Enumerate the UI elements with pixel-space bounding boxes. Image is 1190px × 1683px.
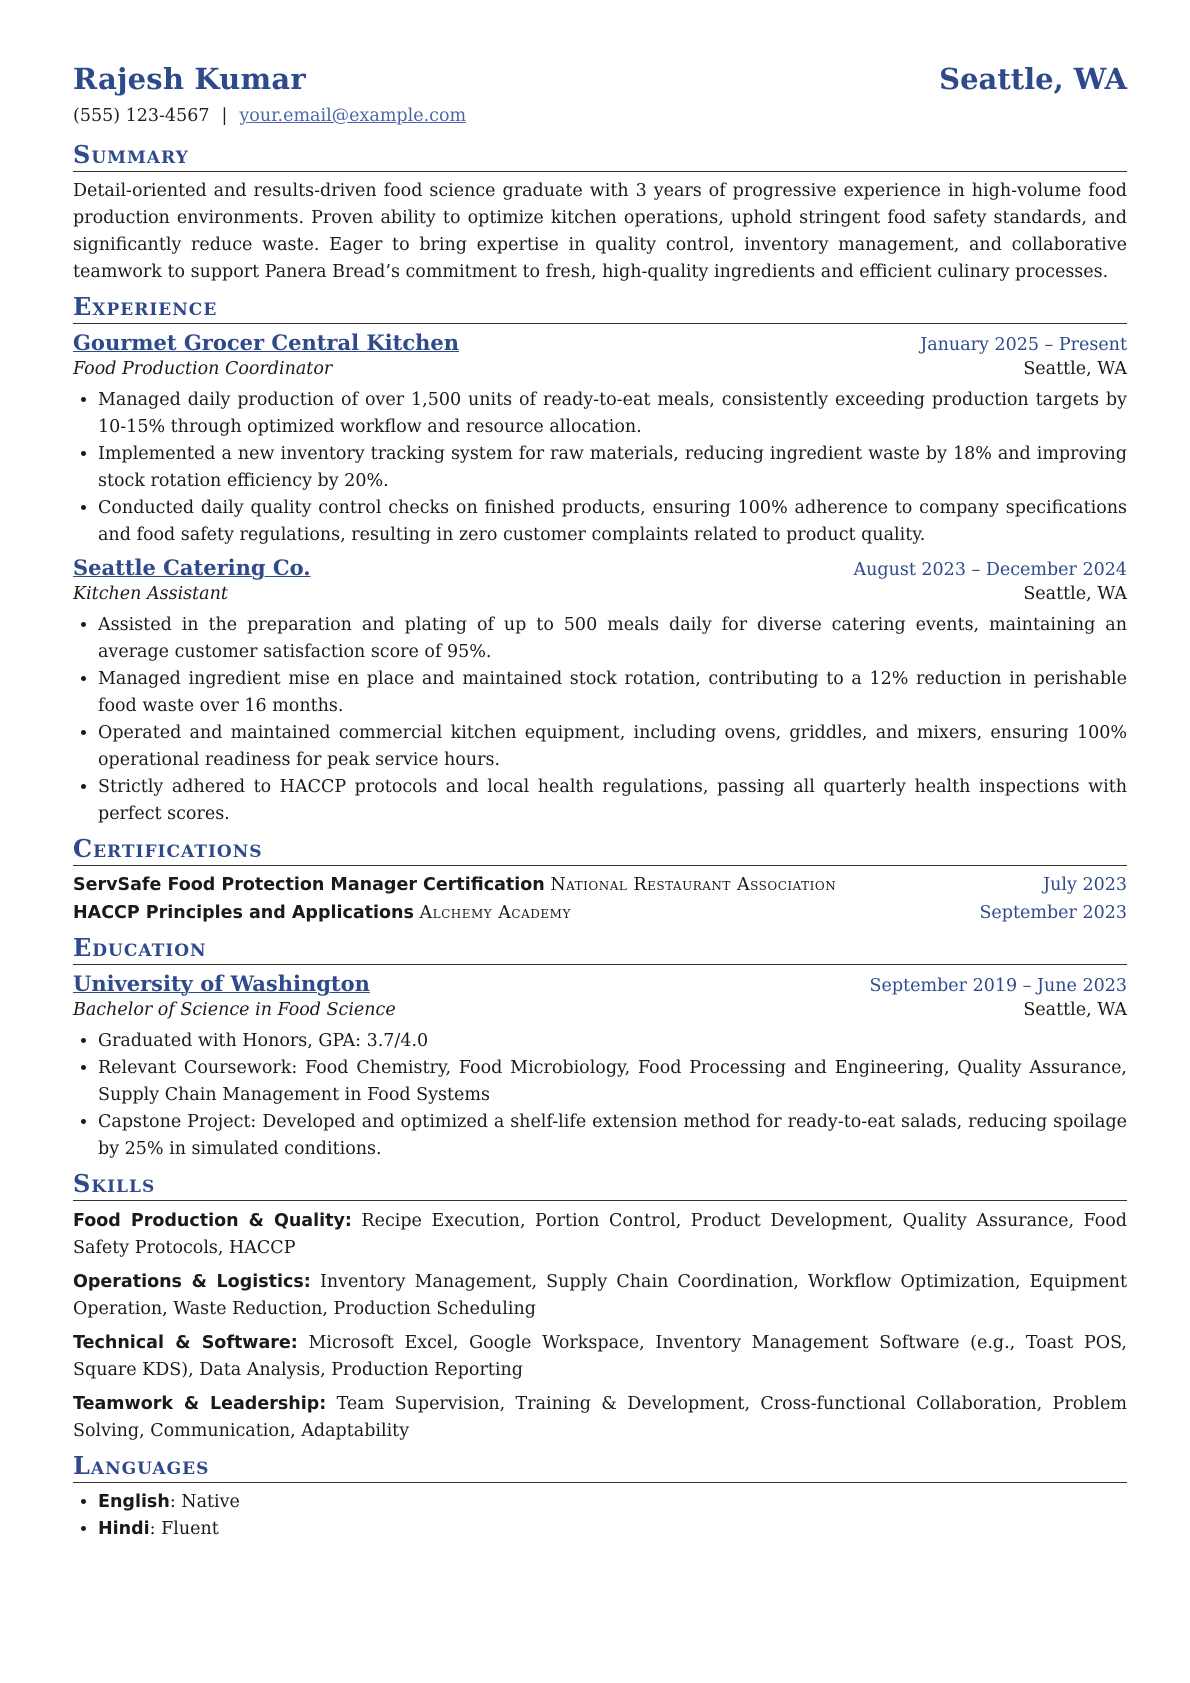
job-role: Kitchen Assistant — [73, 584, 228, 604]
language-name: English — [98, 1492, 170, 1512]
resume-page — [73, 62, 1127, 1543]
language-item — [98, 1516, 1127, 1543]
language-name: Hindi — [98, 1519, 150, 1539]
education-dates: September 2019 – June 2023 — [869, 976, 1127, 996]
summary-text: Detail-oriented and results-driven food science graduate with 3 years of progressive experience in high-volume food production environments. Proven ability to optimize kitchen operations, uphold stringent food safety standards, and significantly reduce waste. Eager to bring expertise in quality control, inventory management, and collaborative teamwork to support Panera Bread’s commitment to fresh, high-quality ingredients and efficient culinary processes. — [73, 181, 1127, 282]
certification-issuer: Alchemy Academy — [419, 903, 571, 923]
bullet-item: • Conducted daily quality control checks on finished products, ensuring 100% adherence to company specifications and food safety regulations, resulting in zero customer complaints related to product quality. — [98, 495, 1127, 549]
skill-group-text: Inventory Management, Supply Chain Coordination, Workflow Optimization, Equipment Operation, Waste Reduction, Production Scheduling — [73, 1272, 1127, 1319]
bullet-item: • Managed ingredient mise en place and maintained stock rotation, contributing to a 12% reduction in perishable food waste over 16 months. — [98, 666, 1127, 720]
job-dates: January 2025 – Present — [920, 335, 1127, 355]
bullet-item: • Assisted in the preparation and plating of up to 500 meals daily for diverse catering events, maintaining an average customer satisfaction score of 95%. — [98, 612, 1127, 666]
skills-section — [73, 1169, 1127, 1445]
job-organization[interactable]: Gourmet Grocer Central Kitchen — [73, 330, 460, 355]
bullet-item: • Strictly adhered to HACCP protocols and local health regulations, passing all quarterly health inspections with perfect scores. — [98, 774, 1127, 828]
job-organization[interactable]: Seattle Catering Co. — [73, 555, 311, 580]
skill-group — [73, 1208, 1127, 1262]
summary-heading: Summary — [73, 140, 1127, 172]
skill-group — [73, 1391, 1127, 1445]
candidate-location: Seattle, WA — [939, 62, 1127, 96]
certification-date: September 2023 — [979, 903, 1127, 923]
education-section — [73, 933, 1127, 1163]
experience-section — [73, 292, 1127, 828]
language-item — [98, 1489, 1127, 1516]
bullet-item: • Managed daily production of over 1,500 units of ready-to-eat meals, consistently exceeding production targets by 10-15% through optimized workflow and resource allocation. — [98, 387, 1127, 441]
certification-row — [73, 899, 1127, 927]
certification-row — [73, 871, 1127, 899]
certifications-heading: Certifications — [73, 834, 1127, 866]
language-list — [73, 1489, 1127, 1543]
school-location: Seattle, WA — [1023, 1000, 1127, 1020]
skill-group-text: Team Supervision, Training & Development, Cross-functional Collaboration, Problem Solving, Communication, Adaptability — [73, 1394, 1127, 1441]
summary-section — [73, 140, 1127, 286]
job-location: Seattle, WA — [1023, 584, 1127, 604]
skill-group-label: Technical & Software: — [73, 1333, 298, 1353]
resume-header — [73, 62, 1127, 96]
bullet-item: • Operated and maintained commercial kitchen equipment, including ovens, griddles, and mixers, ensuring 100% operational readiness for peak service hours. — [98, 720, 1127, 774]
education-bullets — [73, 1028, 1127, 1163]
job-dates: August 2023 – December 2024 — [853, 560, 1127, 580]
job-location: Seattle, WA — [1023, 359, 1127, 379]
skill-group-text: Microsoft Excel, Google Workspace, Inventory Management Software (e.g., Toast POS, Square KDS), Data Analysis, Production Reporting — [73, 1333, 1127, 1380]
skill-group — [73, 1269, 1127, 1323]
job-entry — [73, 330, 1127, 549]
job-role: Food Production Coordinator — [73, 359, 333, 379]
email-link[interactable]: your.email@example.com — [239, 106, 467, 126]
phone-number: (555) 123-4567 — [73, 106, 210, 126]
job-bullets — [73, 387, 1127, 549]
skill-group — [73, 1330, 1127, 1384]
candidate-name: Rajesh Kumar — [73, 62, 306, 96]
skill-group-text: Recipe Execution, Portion Control, Product Development, Quality Assurance, Food Safety Protocols, HACCP — [73, 1211, 1127, 1258]
degree: Bachelor of Science in Food Science — [73, 1000, 396, 1020]
bullet-item: • Implemented a new inventory tracking system for raw materials, reducing ingredient waste by 18% and improving stock rotation efficiency by 20%. — [98, 441, 1127, 495]
job-entry — [73, 555, 1127, 828]
certification-name: ServSafe Food Protection Manager Certification — [73, 875, 545, 895]
certification-name: HACCP Principles and Applications — [73, 903, 414, 923]
languages-heading: Languages — [73, 1451, 1127, 1483]
bullet-item: • Graduated with Honors, GPA: 3.7/4.0 — [98, 1028, 1127, 1055]
school-name[interactable]: University of Washington — [73, 971, 370, 996]
certification-date: July 2023 — [1043, 875, 1127, 895]
certifications-section — [73, 834, 1127, 927]
contact-separator: | — [221, 106, 228, 126]
job-bullets — [73, 612, 1127, 828]
certification-issuer: National Restaurant Association — [550, 875, 837, 895]
contact-line — [73, 106, 1127, 126]
languages-section — [73, 1451, 1127, 1543]
skills-heading: Skills — [73, 1169, 1127, 1201]
skill-group-label: Teamwork & Leadership: — [73, 1394, 327, 1414]
language-level: : Native — [169, 1492, 240, 1512]
skill-group-label: Operations & Logistics: — [73, 1272, 311, 1292]
skill-group-label: Food Production & Quality: — [73, 1211, 352, 1231]
language-level: : Fluent — [149, 1519, 219, 1539]
experience-heading: Experience — [73, 292, 1127, 324]
education-heading: Education — [73, 933, 1127, 965]
bullet-item: • Capstone Project: Developed and optimized a shelf-life extension method for ready-to-eat salads, reducing spoilage by 25% in simulated conditions. — [98, 1109, 1127, 1163]
bullet-item: • Relevant Coursework: Food Chemistry, Food Microbiology, Food Processing and Engineering, Quality Assurance, Supply Chain Management in Food Systems — [98, 1055, 1127, 1109]
